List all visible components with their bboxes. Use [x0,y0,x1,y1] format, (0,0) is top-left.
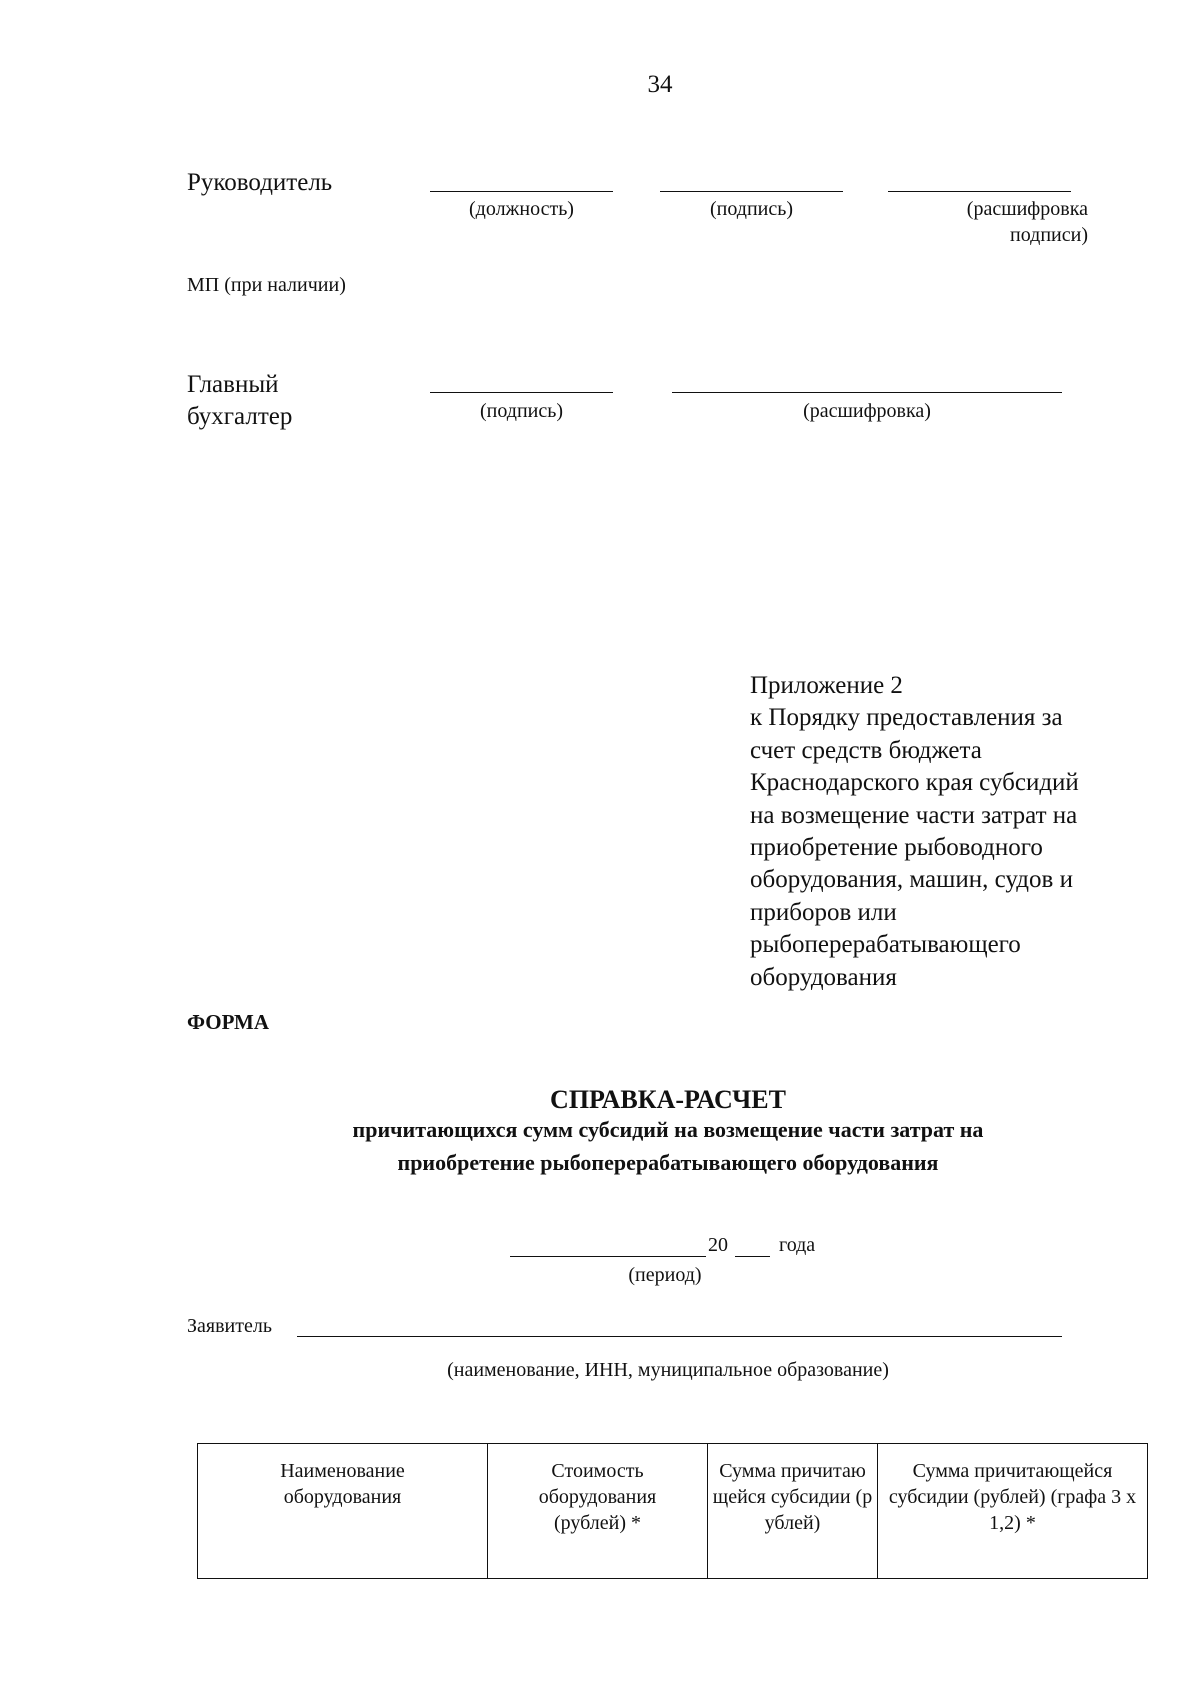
decoding-line [888,191,1071,192]
appendix-line: приобретение рыбоводного [750,834,1043,862]
accountant-decoding-line [672,392,1062,393]
header-subsidy-amount-calculated: Сумма причитающейся субсидии (рублей) (графа 3 х 1,2) * [878,1444,1148,1579]
appendix-line: рыбоперерабатывающего [750,931,1021,959]
header-subsidy-amount: Сумма причитающейся субсидии (рублей) [708,1444,878,1579]
accountant-signature-line [430,392,613,393]
appendix-line: приборов или [750,898,897,926]
period-caption: (период) [628,1264,702,1286]
signature-line [660,191,843,192]
document-title: СПРАВКА-РАСЧЕТ [550,1085,786,1114]
table-header-row [198,1444,1148,1579]
accountant-signature-caption: (подпись) [479,400,564,422]
period-year-suffix: года [779,1234,816,1256]
signature-caption: (подпись) [709,198,794,220]
header-equipment-cost: Стоимость оборудования (рублей) * [488,1444,708,1579]
period-line [510,1256,706,1257]
position-line [430,191,613,192]
subsidy-table [197,1443,1148,1579]
period-year-prefix: 20 [708,1234,728,1256]
form-label: ФОРМА [187,1010,270,1034]
appendix-line: к Порядку предоставления за [750,704,1063,732]
appendix-line: счет средств бюджета [750,736,982,764]
applicant-caption: (наименование, ИНН, муниципальное образование) [447,1359,889,1381]
accountant-decoding-caption: (расшифровка) [803,400,931,422]
header-equipment-name: Наименование оборудования [198,1444,488,1579]
appendix-block [750,670,1180,994]
document-subtitle-line-2: приобретение рыбоперерабатывающего оборудования [397,1150,939,1175]
appendix-line: Краснодарского края субсидий [750,769,1079,797]
position-caption: (должность) [469,198,574,220]
stamp-label: МП (при наличии) [187,274,346,296]
appendix-line: оборудования, машин, судов и [750,866,1073,894]
chief-accountant-label: Главный бухгалтер [187,371,293,430]
decoding-caption: (расшифровка подписи) [966,198,1088,246]
page-number: 34 [647,71,673,98]
year-line [735,1256,770,1257]
appendix-line: оборудования [750,963,897,991]
appendix-line: на возмещение части затрат на [750,801,1078,829]
appendix-line: Приложение 2 [750,672,903,699]
manager-label: Руководитель [187,169,333,196]
document-subtitle-line-1: причитающихся сумм субсидий на возмещение части затрат на [352,1117,984,1142]
applicant-label: Заявитель [187,1315,272,1337]
applicant-line [297,1336,1062,1337]
